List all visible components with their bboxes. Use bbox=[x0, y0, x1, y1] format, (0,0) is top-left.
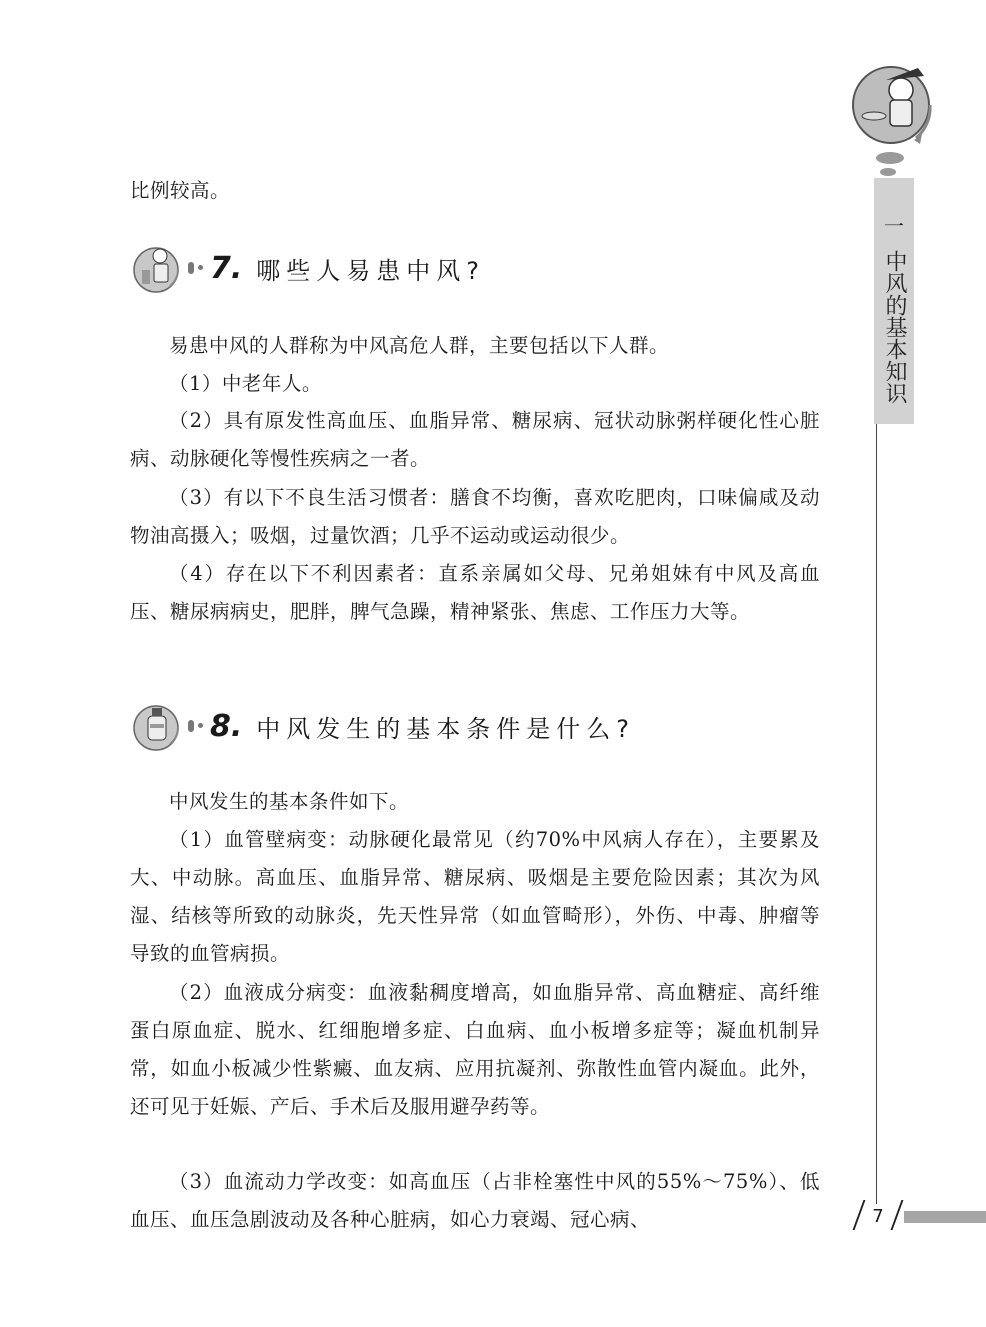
section-heading-8 bbox=[130, 696, 820, 756]
intro-line: 比例较高。 bbox=[130, 179, 231, 202]
paragraph: （2）具有原发性高血压、血脂异常、糖尿病、冠状动脉粥样硬化性心脏病、动脉硬化等慢性疾病之一者。 bbox=[130, 409, 820, 470]
paragraph: （3）有以下不良生活习惯者：膳食不均衡，喜欢吃肥肉，口味偏咸及动物油高摄入；吸烟，过量饮酒；几乎不运动或运动很少。 bbox=[130, 486, 820, 547]
chapter-number: 一 bbox=[884, 214, 904, 238]
heading-dots bbox=[186, 716, 206, 736]
medicine-bottle-mascot-icon bbox=[130, 698, 186, 754]
paragraph: （2）血液成分病变：血液黏稠度增高，如血脂异常、高血糖症、高纤维蛋白原血症、脱水、红细胞增多症、白血病、血小板增多症等；凝血机制异常，如血小板减少性紫癜、血友病、应用抗凝剂、弥散性血管内凝血。此外，还可见于妊娠、产后、手术后及服用避孕药等。 bbox=[130, 981, 820, 1118]
paragraph: （1）血管壁病变：动脉硬化最常见（约70%中风病人存在），主要累及大、中动脉。高血压、血脂异常、糖尿病、吸烟是主要危险因素；其次为风湿、结核等所致的动脉炎，先天性异常（如血管畸形），外伤、中毒、肿瘤等导致的血管病损。 bbox=[130, 828, 820, 965]
paragraph: （3）血流动力学改变：如高血压（占非栓塞性中风的55%～75%）、低血压、血压急剧波动及各种心脏病，如心力衰竭、冠心病、 bbox=[130, 1170, 820, 1231]
paragraph: （4）存在以下不利因素者：直系亲属如父母、兄弟姐妹有中风及高血压、糖尿病病史，肥胖，脾气急躁，精神紧张、焦虑、工作压力大等。 bbox=[130, 562, 820, 623]
heading-dots bbox=[186, 258, 206, 278]
mascot-icon bbox=[846, 60, 946, 180]
margin-rule bbox=[876, 424, 877, 1204]
section-number: 7. bbox=[210, 250, 243, 286]
section-title: 中风发生的基本条件是什么? bbox=[256, 714, 636, 743]
section-heading-7 bbox=[130, 238, 820, 298]
chapter-title: 中风的基本知识 bbox=[882, 250, 907, 404]
doctor-mascot-icon bbox=[130, 240, 186, 296]
section-number: 8. bbox=[210, 708, 243, 744]
page-number: 7 bbox=[872, 1206, 884, 1227]
section-title: 哪些人易患中风? bbox=[256, 256, 486, 285]
paragraph: （1）中老年人。 bbox=[169, 372, 322, 395]
page-bar bbox=[904, 1211, 986, 1223]
paragraph: 易患中风的人群称为中风高危人群，主要包括以下人群。 bbox=[169, 334, 670, 357]
paragraph: 中风发生的基本条件如下。 bbox=[169, 790, 410, 813]
